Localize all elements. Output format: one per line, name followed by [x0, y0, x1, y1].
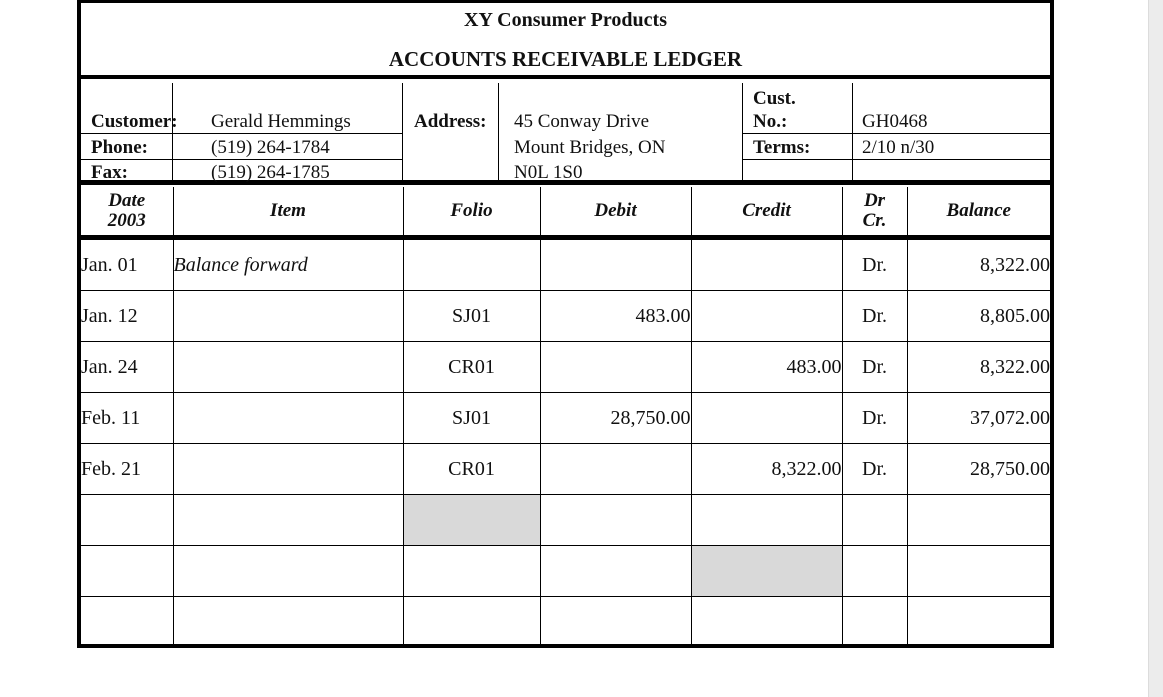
- row-folio-input[interactable]: [403, 495, 540, 546]
- divider: [81, 133, 402, 134]
- customer-name: Gerald Hemmings: [211, 111, 351, 132]
- col-dr-cr: Dr Cr.: [842, 187, 907, 238]
- fax-number: (519) 264-1785: [211, 162, 330, 183]
- row-dr-cr: [842, 546, 907, 597]
- phone-label: Phone:: [91, 137, 148, 158]
- row-credit-input[interactable]: [691, 546, 842, 597]
- row-item: [173, 393, 403, 444]
- divider: [498, 83, 499, 180]
- row-date: Jan. 01: [81, 238, 173, 291]
- table-row: [81, 444, 1050, 495]
- row-date: [81, 597, 173, 648]
- col-credit: Credit: [691, 187, 842, 238]
- table-row: [81, 291, 1050, 342]
- row-debit: [540, 597, 691, 648]
- row-folio: CR01: [403, 342, 540, 393]
- row-item: Balance forward: [173, 238, 403, 291]
- divider: [742, 83, 743, 180]
- table-row: [81, 393, 1050, 444]
- row-dr-cr: Dr.: [842, 238, 907, 291]
- terms-value: 2/10 n/30: [862, 137, 935, 158]
- address-line-2: Mount Bridges, ON: [514, 137, 666, 158]
- row-debit: [540, 342, 691, 393]
- divider: [81, 159, 402, 160]
- divider: [742, 159, 1050, 160]
- row-dr-cr: [842, 597, 907, 648]
- phone-number: (519) 264-1784: [211, 137, 330, 158]
- col-debit: Debit: [540, 187, 691, 238]
- table-row: [81, 342, 1050, 393]
- company-name: XY Consumer Products: [464, 9, 667, 31]
- address-line-1: 45 Conway Drive: [514, 111, 650, 132]
- customer-number: GH0468: [862, 111, 928, 132]
- row-balance: 8,322.00: [907, 342, 1050, 393]
- row-dr-cr: [842, 495, 907, 546]
- divider: [742, 133, 1050, 134]
- table-row: [81, 597, 1050, 648]
- row-dr-cr: Dr.: [842, 342, 907, 393]
- scrollbar-track[interactable]: [1148, 0, 1163, 697]
- ledger-card: [77, 0, 1054, 648]
- fax-label: Fax:: [91, 162, 128, 183]
- row-date: Jan. 24: [81, 342, 173, 393]
- row-folio: CR01: [403, 444, 540, 495]
- table-row: [81, 546, 1050, 597]
- row-balance: [907, 546, 1050, 597]
- table-row: [81, 238, 1050, 291]
- table-header: [81, 187, 1050, 238]
- row-date: Feb. 11: [81, 393, 173, 444]
- customer-info: [81, 83, 1050, 185]
- table-row: [81, 495, 1050, 546]
- row-item: [173, 546, 403, 597]
- row-item: [173, 342, 403, 393]
- row-credit: [691, 291, 842, 342]
- row-balance: [907, 495, 1050, 546]
- row-balance: 28,750.00: [907, 444, 1050, 495]
- divider: [852, 83, 853, 180]
- address-label: Address:: [414, 111, 487, 132]
- col-folio: Folio: [403, 187, 540, 238]
- row-balance: 37,072.00: [907, 393, 1050, 444]
- row-credit: [691, 597, 842, 648]
- row-debit: [540, 444, 691, 495]
- col-date: Date 2003: [81, 187, 173, 238]
- row-item: [173, 291, 403, 342]
- row-credit: 483.00: [691, 342, 842, 393]
- terms-label: Terms:: [753, 137, 811, 158]
- row-dr-cr: Dr.: [842, 444, 907, 495]
- row-dr-cr: Dr.: [842, 291, 907, 342]
- ledger-title: ACCOUNTS RECEIVABLE LEDGER: [388, 47, 743, 71]
- col-item: Item: [173, 187, 403, 238]
- address-line-3: N0L 1S0: [514, 162, 583, 183]
- row-debit: [540, 495, 691, 546]
- row-item: [173, 597, 403, 648]
- row-folio: SJ01: [403, 291, 540, 342]
- row-folio: [403, 238, 540, 291]
- row-credit: [691, 495, 842, 546]
- row-debit: 483.00: [540, 291, 691, 342]
- row-credit: [691, 238, 842, 291]
- row-date: Feb. 21: [81, 444, 173, 495]
- row-folio: [403, 597, 540, 648]
- row-debit: [540, 238, 691, 291]
- row-balance: 8,805.00: [907, 291, 1050, 342]
- row-date: Jan. 12: [81, 291, 173, 342]
- row-debit: [540, 546, 691, 597]
- ledger-table: [81, 187, 1050, 647]
- cust-no-label-2: No.:: [753, 111, 788, 132]
- ledger-header: [81, 3, 1050, 79]
- row-item: [173, 444, 403, 495]
- row-dr-cr: Dr.: [842, 393, 907, 444]
- divider: [402, 83, 403, 180]
- customer-label: Customer:: [91, 111, 178, 132]
- row-folio: [403, 546, 540, 597]
- row-date: [81, 546, 173, 597]
- row-balance: [907, 597, 1050, 648]
- col-balance: Balance: [907, 187, 1050, 238]
- cust-no-label: Cust.: [753, 88, 796, 109]
- row-date: [81, 495, 173, 546]
- row-debit: 28,750.00: [540, 393, 691, 444]
- row-credit: 8,322.00: [691, 444, 842, 495]
- row-balance: 8,322.00: [907, 238, 1050, 291]
- row-credit: [691, 393, 842, 444]
- row-folio: SJ01: [403, 393, 540, 444]
- row-item: [173, 495, 403, 546]
